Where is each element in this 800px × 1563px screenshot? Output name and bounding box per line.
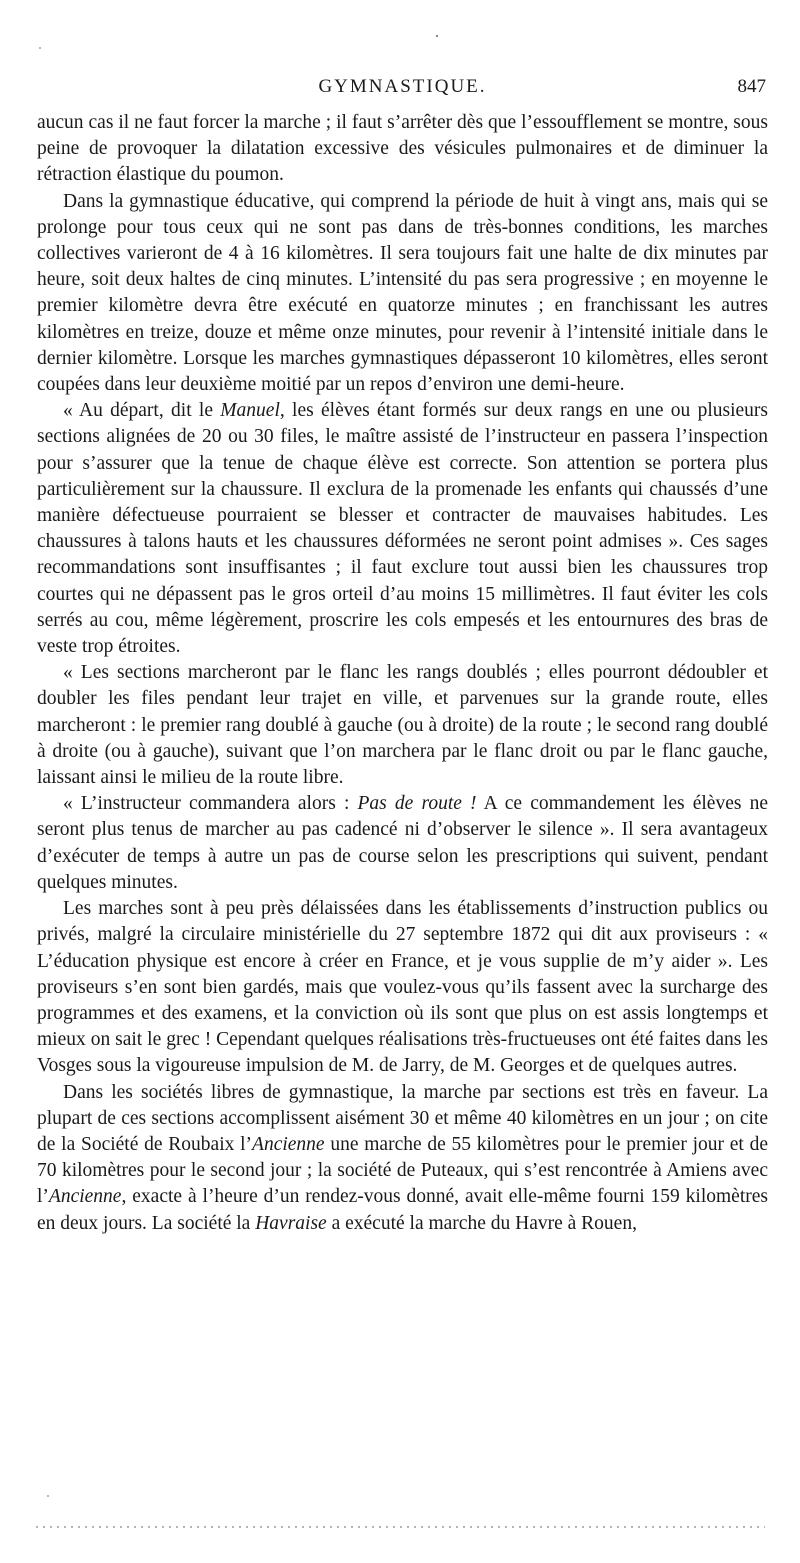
page-number: 847 bbox=[737, 76, 766, 97]
text-run: Les marches sont à peu près délaissées dans les établissements d’instruction publics ou privés, malgré la circulaire ministérielle du 27 septembre 1872 qui dit aux proviseurs : « L’éducation physique est encore à créer en France, et je vous supplie de m’y aider ». Les proviseurs s’en sont bien gardés, mais que voulez-vous qu’ils fassent avec la surcharge des programmes et des examens, et la conviction où ils sont que plus on est assis longtemps et mieux on sait le grec ! Cependant quelques réalisations très-fructueuses ont été faites dans les Vosges sous la vigoureuse impulsion de M. de Jarry, de M. Georges et de quelques autres. bbox=[37, 898, 768, 1077]
running-title: GYMNASTIQUE. bbox=[318, 76, 487, 97]
italic-term: Pas de route ! bbox=[357, 793, 477, 815]
text-run: , les élèves étant formés sur deux rangs en une ou plusieurs sections alignées de 20 ou 30 files, le maître assisté de l’instructeur en passera l’inspection pour s’assurer que la tenue de chaque élève est correcte. Son attention se portera plus particulièrement sur la chaussure. Il exclura de la promenade les enfants qui chaussés d’une manière défectueuse pourraient se blesser et contracter de mauvaises habitudes. Les chaussures à talons hauts et les chaussures déformées ne seront point admises ». Ces sages recommandations sont insuffisantes ; il faut exclure tout aussi bien les chaussures trop courtes qui ne dépassent pas le gros orteil d’au moins 15 millimètres. Il faut éviter les cols serrés au cou, même légèrement, proscrire les cols empesés et les entournures des bras de veste trop étroites. bbox=[37, 400, 768, 658]
text-run: Dans les sociétés libres de gymnastique, la marche par sections est très en faveur. La plupart de ces sections accomplissent aisément 30 et même 40 kilomètres en un jour ; on cite de la Société de Roubaix l’ bbox=[37, 1081, 768, 1155]
text-run: « L’instructeur commandera alors : bbox=[63, 793, 358, 815]
text-run: une marche de 55 kilomètres pour le premier jour et de 70 kilomètres pour le second jour ; la société de Puteaux, qui s’est rencontrée à Amiens avec l’ bbox=[37, 1133, 768, 1208]
text-run: « Au départ, dit le bbox=[63, 400, 221, 422]
text-run: A ce commandement les élèves ne seront plus tenus de marcher au pas cadencé ni d’observer le silence ». Il sera avantageux d’exécuter de temps à autre un pas de course selon les prescriptions qui suivent, pendant quelques minutes. bbox=[37, 793, 768, 893]
italic-term: Ancienne bbox=[48, 1186, 122, 1208]
scan-speck bbox=[39, 47, 41, 49]
italic-term: Manuel bbox=[220, 400, 280, 422]
text-run: aucun cas il ne faut forcer la marche ; il faut s’arrêter dès que l’essoufflement se montre, sous peine de provoquer la dilatation excessive des vésicules pulmonaires et de diminuer la rétraction élastique du poumon. bbox=[37, 112, 768, 186]
scan-speck bbox=[436, 35, 438, 37]
text-run: Dans la gymnastique éducative, qui comprend la période de huit à vingt ans, mais qui se prolonge pour tous ceux qui ne sont pas dans de très-bonnes conditions, les marches collectives varieront de 4 à 16 kilomètres. Il sera toujours fait une halte de dix minutes par heure, soit deux haltes de cinq minutes. L’intensité du pas sera progressive ; en moyenne le premier kilomètre devra être exécuté en quatorze minutes ; en franchissant les autres kilomètres en treize, douze et même onze minutes, pour revenir à l’intensité initiale dans le dernier kilomètre. Lorsque les marches gymnastiques dépasseront 10 kilomètres, elles seront coupées dans leur deuxième moitié par un repos d’environ une demi-heure. bbox=[37, 190, 768, 396]
scan-speck bbox=[47, 1495, 49, 1497]
text-run: « Les sections marcheront par le flanc les rangs doublés ; elles pourront dédoubler et doubler les files pendant leur trajet en ville, et parvenues sur la grande route, elles marcheront : le premier rang doublé à gauche (ou à droite) de la route ; le second rang doublé à droite (ou à gauche), suivant que l’on marchera par le flanc droit ou par le flanc gauche, laissant ainsi le milieu de la route libre. bbox=[37, 662, 768, 789]
text-run: , exacte à l’heure d’un rendez-vous donné, avait elle-même fourni 159 kilomètres en deux jours. La société la bbox=[37, 1186, 768, 1234]
italic-term: Havraise bbox=[255, 1212, 327, 1234]
text-run: a exécuté la marche du Havre à Rouen, bbox=[326, 1212, 637, 1234]
italic-term: Ancienne bbox=[252, 1133, 325, 1155]
